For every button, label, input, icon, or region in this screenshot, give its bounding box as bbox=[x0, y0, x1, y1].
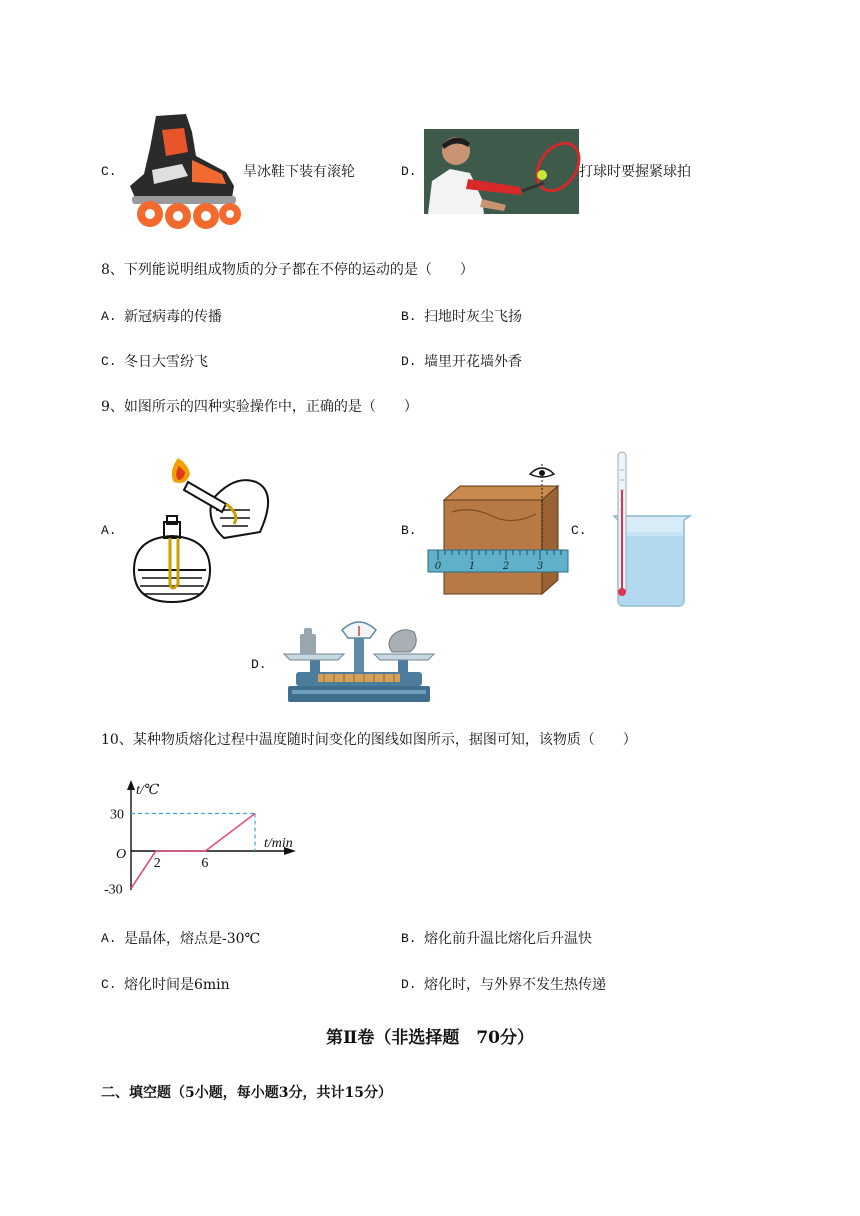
q10-option-b-letter: B. bbox=[401, 931, 417, 946]
q9-option-b-letter: B. bbox=[401, 523, 417, 538]
q7-option-c-letter: C. bbox=[101, 164, 117, 179]
q7-option-d-letter: D. bbox=[401, 164, 417, 179]
chart-series-segment-0 bbox=[131, 851, 156, 889]
ruler-tick-0: 0 bbox=[434, 561, 442, 572]
chart-ytick-neg30: -30 bbox=[104, 882, 123, 898]
tennis-player-image bbox=[424, 129, 579, 214]
chart-x-axis-label: t/min bbox=[264, 836, 293, 851]
q10-option-a-letter: A. bbox=[101, 931, 117, 946]
chart-origin-label: O bbox=[116, 847, 127, 862]
q8-option-a-letter: A. bbox=[101, 309, 117, 324]
q9-option-c-letter: C. bbox=[571, 523, 587, 538]
section-2-title: 第Ⅱ卷（非选择题 70分） bbox=[326, 1028, 534, 1048]
q9-option-d-letter: D. bbox=[251, 657, 267, 672]
chart-ytick-30: 30 bbox=[110, 807, 124, 823]
q10-option-b-text: 熔化前升温比熔化后升温快 bbox=[424, 931, 592, 947]
q10-option-c-text: 熔化时间是6min bbox=[124, 977, 230, 993]
chart-series-segment-2 bbox=[205, 814, 255, 852]
thermometer-in-beaker-image bbox=[604, 450, 696, 610]
chart-y-axis-arrow bbox=[127, 780, 135, 790]
q10-option-a-text: 是晶体，熔点是-30℃ bbox=[124, 931, 261, 947]
q8-stem: 8、下列能说明组成物质的分子都在不停的运动的是（ ） bbox=[101, 262, 474, 278]
q8-option-d-letter: D. bbox=[401, 354, 417, 369]
q8-option-c-letter: C. bbox=[101, 354, 117, 369]
q8-option-d-text: 墙里开花墙外香 bbox=[424, 354, 522, 370]
ruler-tick-2: 2 bbox=[502, 561, 510, 572]
chart-y-axis-label: t/℃ bbox=[136, 783, 160, 798]
chart-xtick-2: 2 bbox=[153, 856, 161, 871]
q10-option-c-letter: C. bbox=[101, 977, 117, 992]
ruler-measuring-block-image bbox=[426, 464, 571, 596]
chart-xtick-6: 6 bbox=[201, 856, 209, 871]
q8-option-a-text: 新冠病毒的传播 bbox=[124, 309, 222, 325]
q8-option-c-text: 冬日大雪纷飞 bbox=[124, 354, 208, 370]
ruler-tick-3: 3 bbox=[536, 561, 544, 572]
q8-option-b-letter: B. bbox=[401, 309, 417, 324]
q9-stem: 9、如图所示的四种实验操作中，正确的是（ ） bbox=[101, 399, 418, 415]
q7-option-c-text: 旱冰鞋下装有滚轮 bbox=[243, 164, 355, 180]
ruler-tick-1: 1 bbox=[468, 561, 476, 572]
q7-option-d-text: 打球时要握紧球拍 bbox=[579, 164, 691, 180]
balance-scale-image bbox=[274, 620, 444, 705]
q9-option-a-letter: A. bbox=[101, 523, 117, 538]
q10-option-d-text: 熔化时，与外界不发生热传递 bbox=[424, 977, 606, 993]
alcohol-lamp-lighting-image bbox=[128, 452, 278, 607]
inline-skate-image bbox=[122, 112, 242, 232]
melting-curve-chart bbox=[100, 778, 310, 896]
q10-stem: 10、某种物质熔化过程中温度随时间变化的图线如图所示，据图可知，该物质（ ） bbox=[101, 732, 637, 748]
q8-option-b-text: 扫地时灰尘飞扬 bbox=[424, 309, 522, 325]
q10-option-d-letter: D. bbox=[401, 977, 417, 992]
section-2-heading: 二、填空题（5小题，每小题3分，共计15分） bbox=[101, 1085, 392, 1101]
